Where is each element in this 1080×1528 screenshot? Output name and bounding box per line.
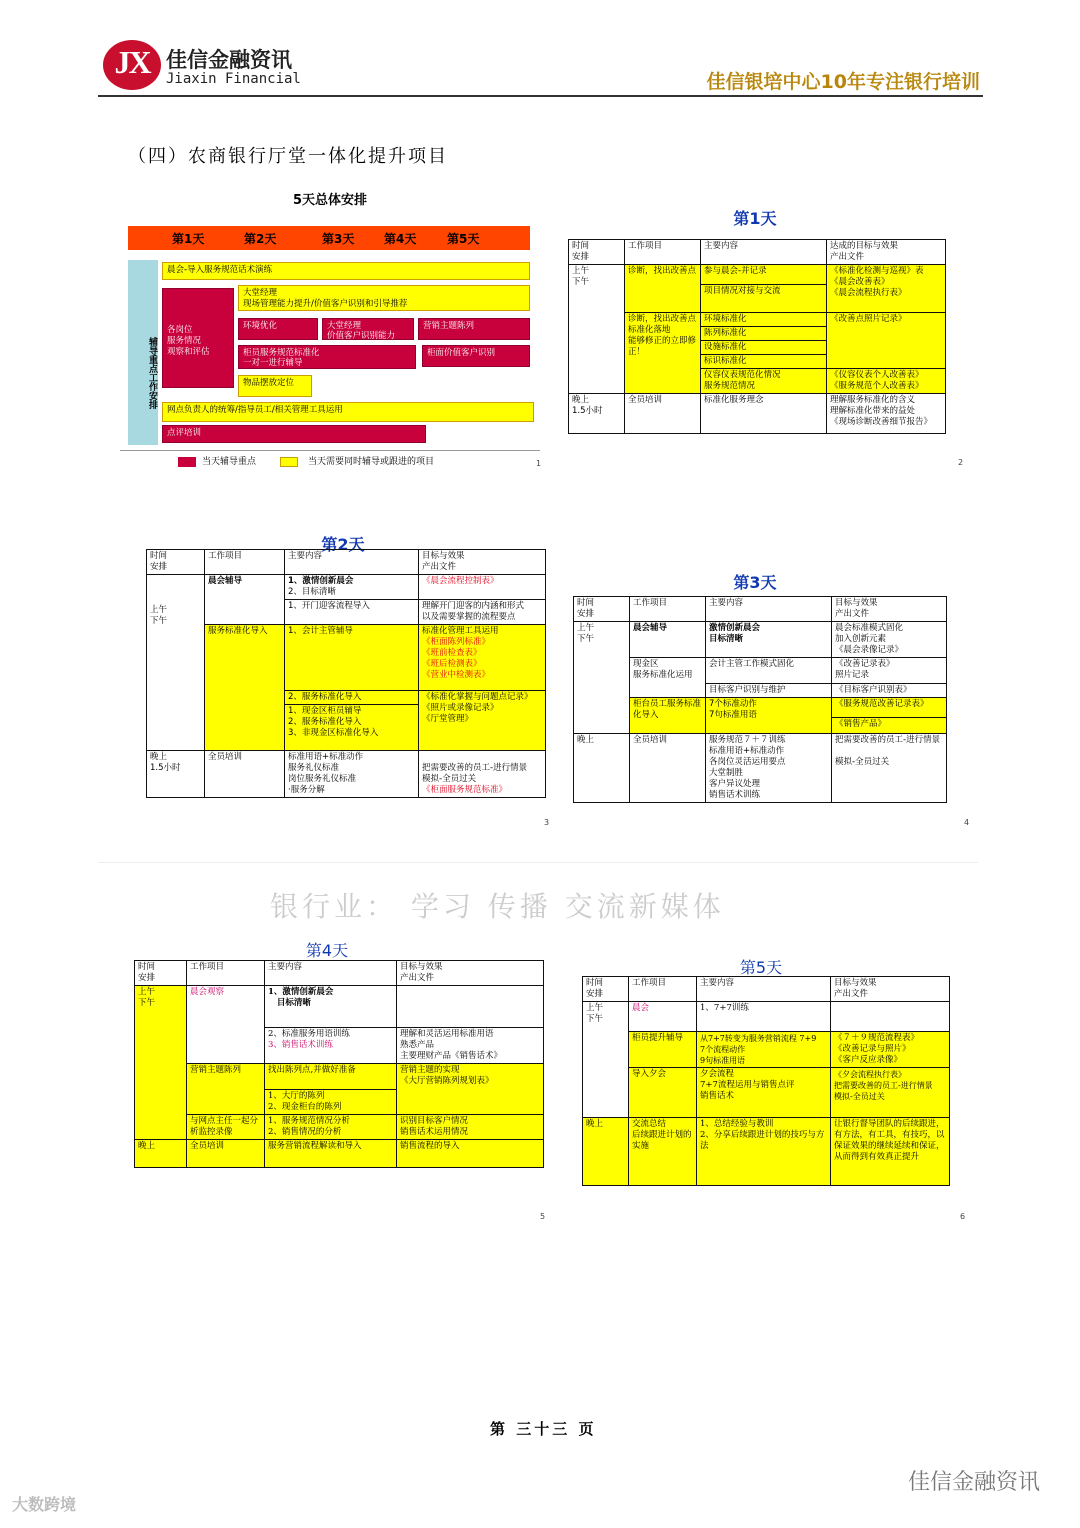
project-cell: 交流总结 后续跟进计划的实施 — [629, 1118, 697, 1186]
side-label: 辅导重点工作安排 — [128, 260, 158, 445]
content-cell: 标准用语+标准动作 服务礼仪标准 岗位服务礼仪标准 ·服务分解 — [285, 751, 419, 798]
goal-cell: 把需要改善的员工-进行情景 模拟-全员过关 — [832, 734, 947, 803]
table-header: 工作项目 — [629, 977, 697, 1002]
content-cell: 环境标准化 — [701, 313, 827, 327]
legend-label: 当天辅导重点 — [202, 457, 257, 467]
content-cell: 1、7+7训练 — [697, 1002, 831, 1032]
bar-item: 柜面价值客户识别 — [422, 345, 530, 367]
bar-item: 物品摆放定位 — [238, 375, 312, 397]
content-cell: 标识标准化 — [701, 355, 827, 369]
bar-item: 点评培训 — [162, 425, 426, 443]
day-label: 第1天 — [172, 232, 205, 246]
content-line: 3、销售话术训练 — [268, 1040, 333, 1050]
table-header: 主要内容 — [706, 597, 832, 622]
goal-cell: 《服务规范改善记录表》 — [832, 698, 947, 718]
goal-cell: 《标准化掌握与问题点记录》 《照片或录像记录》 《厅堂管理》 — [419, 691, 546, 751]
goal-cell: 让银行督导团队的后续跟进，有方法，有工具，有技巧，以保证效果的继续延续和保证，从而得到有效真正提升 — [831, 1118, 950, 1186]
project-cell: 晨会 — [629, 1002, 697, 1032]
project-cell: 诊断，找出改善点 — [625, 265, 701, 313]
goal-cell: 《改善点照片记录》 — [827, 313, 946, 369]
project-cell: 诊断，找出改善点 标准化落地 能够修正的立即修正！ — [625, 313, 701, 394]
content-cell: 1、现金区柜员辅导 2、服务标准化导入 3、非现金区标准化导入 — [285, 705, 419, 751]
project-cell: 营销主题陈列 — [187, 1064, 265, 1115]
time-cell: 晚上 — [574, 734, 630, 803]
project-cell: 晨会辅导 — [205, 575, 285, 625]
page-number: 2 — [958, 458, 964, 467]
project-cell: 导入夕会 — [629, 1068, 697, 1118]
goal-line: 《柜面服务规范标准》 — [422, 785, 508, 795]
page-number: 4 — [964, 818, 970, 827]
goal-cell: 理解开门迎客的内涵和形式 以及需要掌握的流程要点 — [419, 600, 546, 625]
header-slogan: 佳信银培中心10年专注银行培训 — [706, 71, 980, 93]
content-cell: 1、总结经验与教训 2、分享后续跟进计划的技巧与方法 — [697, 1118, 831, 1186]
project-cell: 柜员提升辅导 — [629, 1032, 697, 1068]
day-label: 第5天 — [447, 232, 480, 246]
content-cell: 激情创新晨会 目标清晰 — [706, 622, 832, 658]
table-header: 工作项目 — [205, 550, 285, 575]
content-cell: 陈列标准化 — [701, 327, 827, 341]
content-cell: 1、激情创新晨会 目标清晰 — [265, 986, 397, 1028]
content-line: 1、激情创新晨会 — [288, 576, 354, 586]
divider — [120, 450, 540, 451]
project-cell: 全员培训 — [625, 394, 701, 434]
table-header: 工作项目 — [187, 961, 265, 986]
goal-line: 《柜面陈列标准》 《班前检查表》 《班后检测表》 《营业中检测表》 — [422, 637, 491, 680]
time-cell: 上午 下午 — [147, 575, 205, 751]
project-cell: 服务标准化导入 — [205, 625, 285, 751]
project-cell: 现金区 服务标准化运用 — [630, 658, 706, 698]
project-cell: 柜台员工服务标准化导入 — [630, 698, 706, 734]
content-cell: 找出陈列点,并做好准备 — [265, 1064, 397, 1090]
content-cell: 参与晨会-并记录 — [701, 265, 827, 285]
table-header: 主要内容 — [701, 240, 827, 265]
goal-cell: 《７＋９规范流程表》 《改善记录与照片》 《客户反应录像》 — [831, 1032, 950, 1068]
content-cell: 夕会流程 7+7流程运用与销售点评 销售话术 — [697, 1068, 831, 1118]
table-header: 主要内容 — [285, 550, 419, 575]
bar-item: 各岗位 服务情况 观察和评估 — [162, 288, 234, 388]
project-cell: 晨会观察 — [187, 986, 265, 1064]
time-cell: 晚上 1.5小时 — [569, 394, 625, 434]
content-cell: 1、会计主管辅导 — [285, 625, 419, 691]
content-cell: 1、大厅的陈列 2、现金柜台的陈列 — [265, 1090, 397, 1115]
bar-item: 大堂经理 价值客户识别能力 — [322, 318, 414, 340]
slide-overview — [120, 190, 540, 480]
content-line: 2、目标清晰 — [288, 587, 336, 597]
corner-watermark: 大数跨境 — [12, 1495, 77, 1514]
time-cell: 上午 下午 — [135, 986, 187, 1140]
watermark-text: 银行业： 学习 传播 交流新媒体 — [270, 890, 725, 923]
project-cell: 全员培训 — [187, 1140, 265, 1168]
section-title: （四）农商银行厅堂一体化提升项目 — [128, 146, 448, 167]
wechat-watermark: 佳信金融资讯 — [907, 1470, 1040, 1495]
day-label: 第2天 — [244, 232, 277, 246]
goal-cell: 晨会标准模式固化 加入创新元素 《晨会录像记录》 — [832, 622, 947, 658]
content-cell: 1、服务规范情况分析 2、销售情况的分析 — [265, 1115, 397, 1140]
table-header: 主要内容 — [697, 977, 831, 1002]
table-header: 时间 安排 — [574, 597, 630, 622]
time-cell: 上午 下午 — [569, 265, 625, 394]
goal-cell: 理解服务标准化的含义 理解标准化带来的益处 《现场诊断改善细节报告》 — [827, 394, 946, 434]
time-cell: 晚上 1.5小时 — [147, 751, 205, 798]
content-cell: 目标客户识别与维护 — [706, 684, 832, 698]
content-cell: 2、服务标准化导入 — [285, 691, 419, 705]
goal-cell: 销售流程的导入 — [397, 1140, 544, 1168]
bar-item: 营销主题陈列 — [418, 318, 530, 340]
content-cell: 7个标准动作 7句标准用语 — [706, 698, 832, 734]
company-name-cn: 佳信金融资讯 — [166, 48, 292, 72]
day3-table — [573, 596, 947, 803]
time-cell: 晚上 — [583, 1118, 629, 1186]
table-header: 目标与效果 产出文件 — [419, 550, 546, 575]
goal-cell: 《晨会流程控制表》 — [419, 575, 546, 600]
goal-cell: 《夕会流程执行表》 把需要改善的员工-进行情景 模拟-全员过关 — [831, 1068, 950, 1118]
goal-cell: 营销主题的实现 《大厅营销陈列规划表》 — [397, 1064, 544, 1115]
page-number: 5 — [540, 1212, 546, 1221]
project-cell: 全员培训 — [630, 734, 706, 803]
header-divider — [98, 95, 983, 97]
bar-item: 网点负责人的统筹/指导员工/相关管理工具运用 — [162, 402, 534, 422]
goal-line: 标准化管理工具运用 — [422, 626, 499, 636]
time-cell: 上午 下午 — [583, 1002, 629, 1118]
content-cell: 服务规范７＋７训练 标准用语+标准动作 各岗位灵活运用要点 大堂制胜 客户异议处理 销售话术训练 — [706, 734, 832, 803]
goal-cell: 《目标客户识别表》 — [832, 684, 947, 698]
page-footer: 第 三十三 页 — [490, 1420, 597, 1438]
content-cell: 仪容仪表规范化情况 服务规范情况 — [701, 369, 827, 394]
project-cell: 晨会辅导 — [630, 622, 706, 658]
legend-swatch — [178, 457, 196, 467]
table-header: 工作项目 — [630, 597, 706, 622]
content-cell: 会计主管工作模式固化 — [706, 658, 832, 684]
company-name-en: Jiaxin Financial — [166, 71, 301, 87]
content-cell: 服务营销流程解读和导入 — [265, 1140, 397, 1168]
content-cell: 项目情况对接与交流 — [701, 285, 827, 313]
goal-cell: 《仪容仪表个人改善表》 《服务规范个人改善表》 — [827, 369, 946, 394]
project-cell: 全员培训 — [205, 751, 285, 798]
day-label: 第4天 — [384, 232, 417, 246]
legend-swatch — [280, 457, 298, 467]
content-cell: 1、开门迎客流程导入 — [285, 600, 419, 625]
project-cell: 与网点主任一起分析监控录像 — [187, 1115, 265, 1140]
page-number: 1 — [536, 459, 542, 468]
content-cell: 设施标准化 — [701, 341, 827, 355]
day2-table — [146, 549, 546, 798]
content-line: 2、标准服务用语训练 — [268, 1029, 350, 1039]
slide-title: 第2天 — [321, 535, 365, 554]
bar-item: 柜员服务规范标准化 一对一进行辅导 — [238, 345, 416, 369]
slide-title: 第5天 — [739, 958, 783, 977]
table-header: 目标与效果 产出文件 — [831, 977, 950, 1002]
time-cell: 晚上 — [135, 1140, 187, 1168]
page-number: 6 — [960, 1212, 966, 1221]
time-cell: 上午 下午 — [574, 622, 630, 734]
table-header: 目标与效果 产出文件 — [832, 597, 947, 622]
goal-cell: 识别目标客户情况 销售话术运用情况 — [397, 1115, 544, 1140]
logo-letters: JX — [114, 44, 150, 80]
slide-title: 第1天 — [733, 209, 777, 228]
content-cell: 标准化服务理念 — [701, 394, 827, 434]
day5-table — [582, 976, 950, 1186]
slide-title: 第4天 — [305, 941, 349, 960]
table-header: 时间 安排 — [583, 977, 629, 1002]
table-header: 工作项目 — [625, 240, 701, 265]
bar-item: 环境优化 — [238, 318, 318, 340]
day4-table — [134, 960, 544, 1168]
day1-table — [568, 239, 946, 434]
bar-item: 晨会-导入服务规范话术演练 — [162, 262, 530, 280]
table-header: 目标与效果 产出文件 — [397, 961, 544, 986]
goal-cell: 理解和灵活运用标准用语 熟悉产品 主要理财产品《销售话术》 — [397, 1028, 544, 1064]
page-number: 3 — [544, 818, 550, 827]
bar-item: 大堂经理 现场管理能力提升/价值客户识别和引导推荐 — [238, 285, 530, 311]
goal-line: 把需要改善的员工-进行情景 模拟-全员过关 — [422, 763, 528, 784]
table-header: 主要内容 — [265, 961, 397, 986]
goal-cell: 《改善记录表》 照片记录 — [832, 658, 947, 684]
legend-label: 当天需要同时辅导或跟进的项目 — [308, 457, 435, 467]
goal-cell: 《标准化检测与巡视》表 《晨会改善表》 《晨会流程执行表》 — [827, 265, 946, 313]
table-header: 时间 安排 — [147, 550, 205, 575]
table-header: 达成的目标与效果 产出文件 — [827, 240, 946, 265]
separator — [98, 862, 978, 863]
content-cell: 从7+7转变为服务营销流程 7+9 7个流程动作 9句标准用语 — [697, 1032, 831, 1068]
table-header: 时间 安排 — [135, 961, 187, 986]
goal-cell: 《销售产品》 — [832, 718, 947, 734]
day-label: 第3天 — [322, 232, 355, 246]
slide-title: 5天总体安排 — [292, 193, 368, 208]
slide-title: 第3天 — [733, 573, 777, 592]
table-header: 时间 安排 — [569, 240, 625, 265]
